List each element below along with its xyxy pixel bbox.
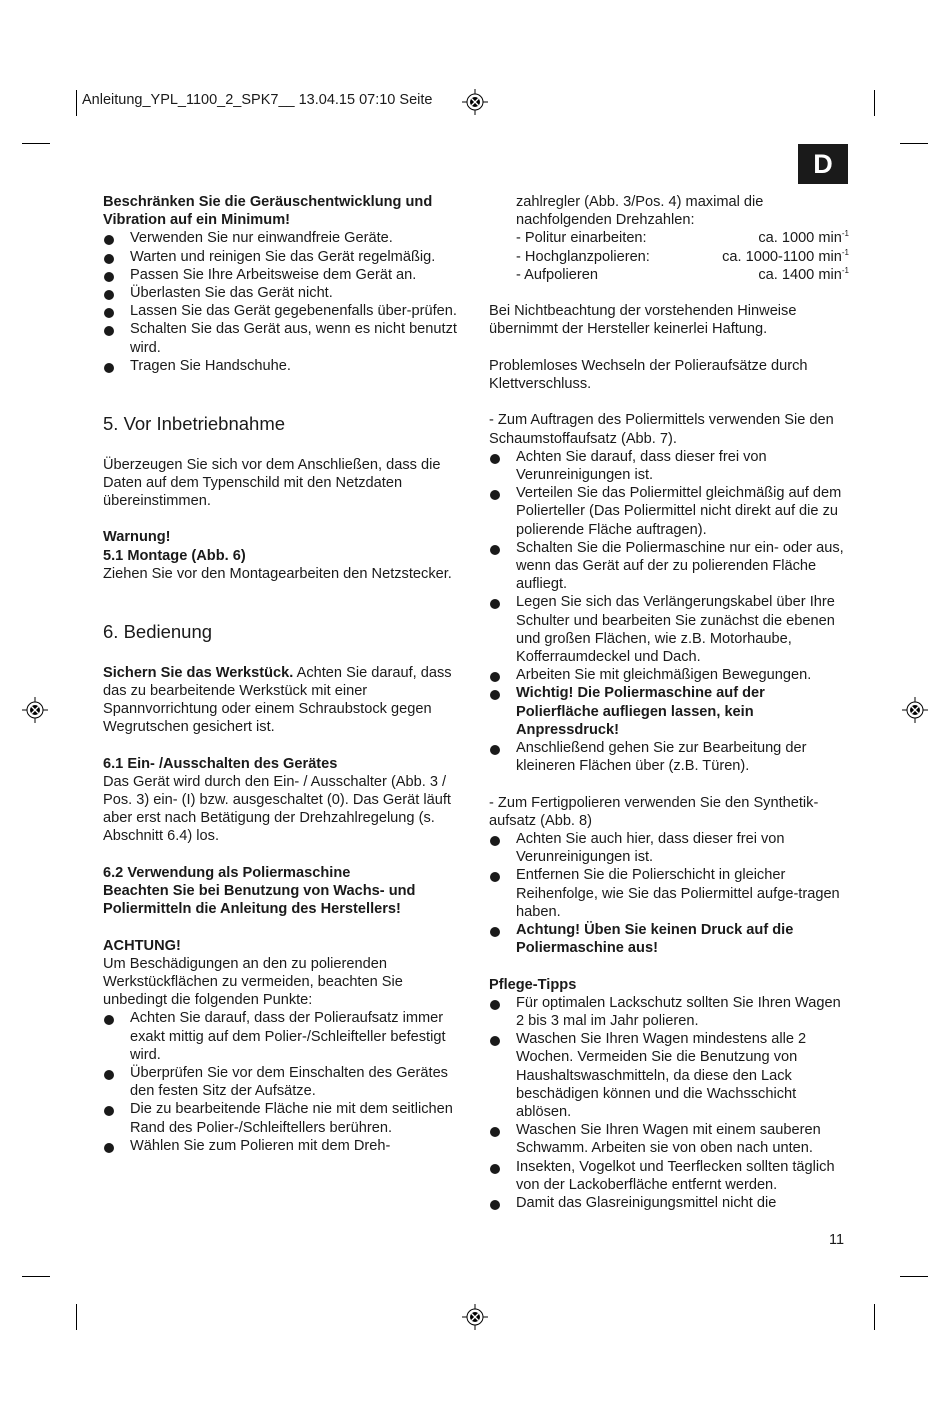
list-item: Warten und reinigen Sie das Gerät regelmäßig. [103,248,465,266]
print-slug-line: Anleitung_YPL_1100_2_SPK7__ 13.04.15 07:10 Seite [82,92,433,108]
speed-label: - Hochglanzpolieren: [516,248,650,265]
list-item: Achten Sie darauf, dass der Polieraufsatz immer exakt mittig auf dem Polier-/Schleifteller befestigt wird. [103,1009,465,1064]
onoff-text: Das Gerät wird durch den Ein- / Ausschalter (Abb. 3 / Pos. 3) ein- (I) bzw. ausgeschaltet (0). Das Gerät läuft aber erst nach Betätigung der Drehzahlregelung (s. Abschnitt 6.4) los. [103,773,451,845]
list-item: Schalten Sie die Poliermaschine nur ein- oder aus, wenn das Gerät auf der zu polierenden Fläche aufliegt. [489,539,849,594]
list-item: Achten Sie auch hier, dass dieser frei von Verunreinigungen ist. [489,830,849,866]
speed-label: - Aufpolieren [516,266,598,283]
list-item: Tragen Sie Handschuhe. [103,357,465,375]
continuation-text: zahlregler (Abb. 3/Pos. 4) maximal die nachfolgenden Drehzahlen: [516,194,764,229]
montage-text: Ziehen Sie vor den Montagearbeiten den Netzstecker. [103,565,452,582]
speed-exponent: -1 [841,247,849,257]
list-item: Schalten Sie das Gerät aus, wenn es nicht benutzt wird. [103,320,465,356]
care-list [489,994,849,1212]
synthetic-list [489,830,849,957]
registration-mark-icon [22,697,48,723]
registration-mark-icon [902,697,928,723]
list-item: Wichtig! Die Poliermaschine auf der Polierfläche aufliegen lassen, kein Anpressdruck! [489,684,849,739]
list-item: Verwenden Sie nur einwandfreie Geräte. [103,229,465,247]
secure-text: Achten Sie darauf, dass das zu bearbeitende Werkstück mit einer Spannvorrichtung oder einem Schraubstock gegen Wegrutschen gesichert ist. [103,664,452,736]
section-6-title: 6. Bedienung [103,621,213,643]
speed-row [489,248,849,266]
right-column [489,193,849,1212]
noise-heading: Beschränken Sie die Geräuschentwicklung und Vibration auf ein Minimum! [103,194,433,229]
crop-mark [874,90,875,116]
list-item: Verteilen Sie das Poliermittel gleichmäßig auf dem Polierteller (Das Poliermittel nicht direkt auf die zu polierende Fläche auftragen). [489,484,849,539]
list-item: Passen Sie Ihre Arbeitsweise dem Gerät an. [103,266,465,284]
crop-mark [22,143,50,144]
montage-title: 5.1 Montage (Abb. 6) [103,547,246,564]
speed-exponent: -1 [841,265,849,275]
speed-value: ca. 1000 $\min^{-1}$ [758,229,849,247]
secure-bold: Sichern Sie das Werkstück. [103,664,294,681]
speed-row [489,266,849,284]
list-item: Insekten, Vogelkot und Teerflecken sollten täglich von der Lackoberfläche entfernt werden. [489,1158,849,1194]
section-5-title: 5. Vor Inbetriebnahme [103,413,286,435]
registration-mark-icon [462,1304,488,1330]
list-item: Arbeiten Sie mit gleichmäßigen Bewegungen. [489,666,849,684]
liability-text: Bei Nichtbeachtung der vorstehenden Hinweise übernimmt der Hersteller keinerlei Haftung. [489,303,797,338]
crop-mark [900,143,928,144]
synthetic-intro: - Zum Fertigpolieren verwenden Sie den Synthetik-aufsatz (Abb. 8) [489,794,819,829]
list-item: Lassen Sie das Gerät gegebenenfalls über-prüfen. [103,302,465,320]
list-item: Die zu bearbeitende Fläche nie mit dem seitlichen Rand des Polier-/Schleiftellers berühren. [103,1100,465,1136]
list-item: Achten Sie darauf, dass dieser frei von Verunreinigungen ist. [489,448,849,484]
list-item: Überprüfen Sie vor dem Einschalten des Gerätes den festen Sitz der Aufsätze. [103,1064,465,1100]
list-item: Legen Sie sich das Verlängerungskabel über Ihre Schulter und bearbeiten Sie zunächst die ebenen und großen Flächen, wie z.B. Motorhaube, Kofferraumdeckel und Dach. [489,593,849,666]
crop-mark [22,1276,50,1277]
list-item: Anschließend gehen Sie zur Bearbeitung der kleineren Flächen über (z.B. Türen). [489,739,849,775]
foam-list [489,448,849,776]
secure-paragraph [103,664,465,737]
list-item: Damit das Glasreinigungsmittel nicht die [489,1194,849,1212]
crop-mark [900,1276,928,1277]
foam-intro: - Zum Auftragen des Poliermittels verwenden Sie den Schaumstoffaufsatz (Abb. 7). [489,412,834,447]
list-item: Entfernen Sie die Polierschicht in gleicher Reihenfolge, wie Sie das Poliermittel aufge-tragen haben. [489,866,849,921]
attention-label: ACHTUNG! [103,937,181,954]
velcro-text: Problemloses Wechseln der Polieraufsätze durch Klettverschluss. [489,357,808,392]
polish-bold-note: Beachten Sie bei Benutzung von Wachs- und Poliermitteln die Anleitung des Herstellers! [103,883,416,918]
page-number: 11 [829,1232,845,1248]
registration-mark-icon [462,89,488,115]
attention-text: Um Beschädigungen an den zu polierenden Werkstückflächen zu vermeiden, beachten Sie unbedingt die folgenden Punkte: [103,955,403,1009]
crop-mark [874,1304,875,1330]
warning-label: Warnung! [103,529,171,546]
language-tab: D [798,144,848,184]
list-item: Für optimalen Lackschutz sollten Sie Ihren Wagen 2 bis 3 mal im Jahr polieren. [489,994,849,1030]
polish-title: 6.2 Verwendung als Poliermaschine [103,864,351,881]
noise-list [103,229,465,375]
speed-label: - Politur einarbeiten: [516,230,647,247]
left-column [103,193,465,1155]
list-item: Waschen Sie Ihren Wagen mindestens alle 2 Wochen. Vermeiden Sie die Benutzung von Haushaltswaschmitteln, da diese den Lack beschädigen können und die Wachsschicht ablösen. [489,1030,849,1121]
speed-value: ca. 1400 $\min^{-1}$ [758,265,849,283]
speed-value: ca. 1000-1100 $\min^{-1}$ [722,247,849,265]
attention-list [103,1009,465,1155]
list-item: Achtung! Üben Sie keinen Druck auf die Poliermaschine aus! [489,921,849,957]
speed-row [489,229,849,247]
list-item: Waschen Sie Ihren Wagen mit einem sauberen Schwamm. Arbeiten sie von oben nach unten. [489,1121,849,1157]
onoff-title: 6.1 Ein- /Ausschalten des Gerätes [103,755,338,772]
list-item: Überlasten Sie das Gerät nicht. [103,284,465,302]
list-item: Wählen Sie zum Polieren mit dem Dreh- [103,1137,465,1155]
care-title: Pflege-Tipps [489,976,577,993]
speed-exponent: -1 [841,229,849,239]
crop-mark [76,1304,77,1330]
crop-mark [76,90,77,116]
section-5-text: Überzeugen Sie sich vor dem Anschließen, dass die Daten auf dem Typenschild mit den Netzdaten übereinstimmen. [103,456,441,510]
